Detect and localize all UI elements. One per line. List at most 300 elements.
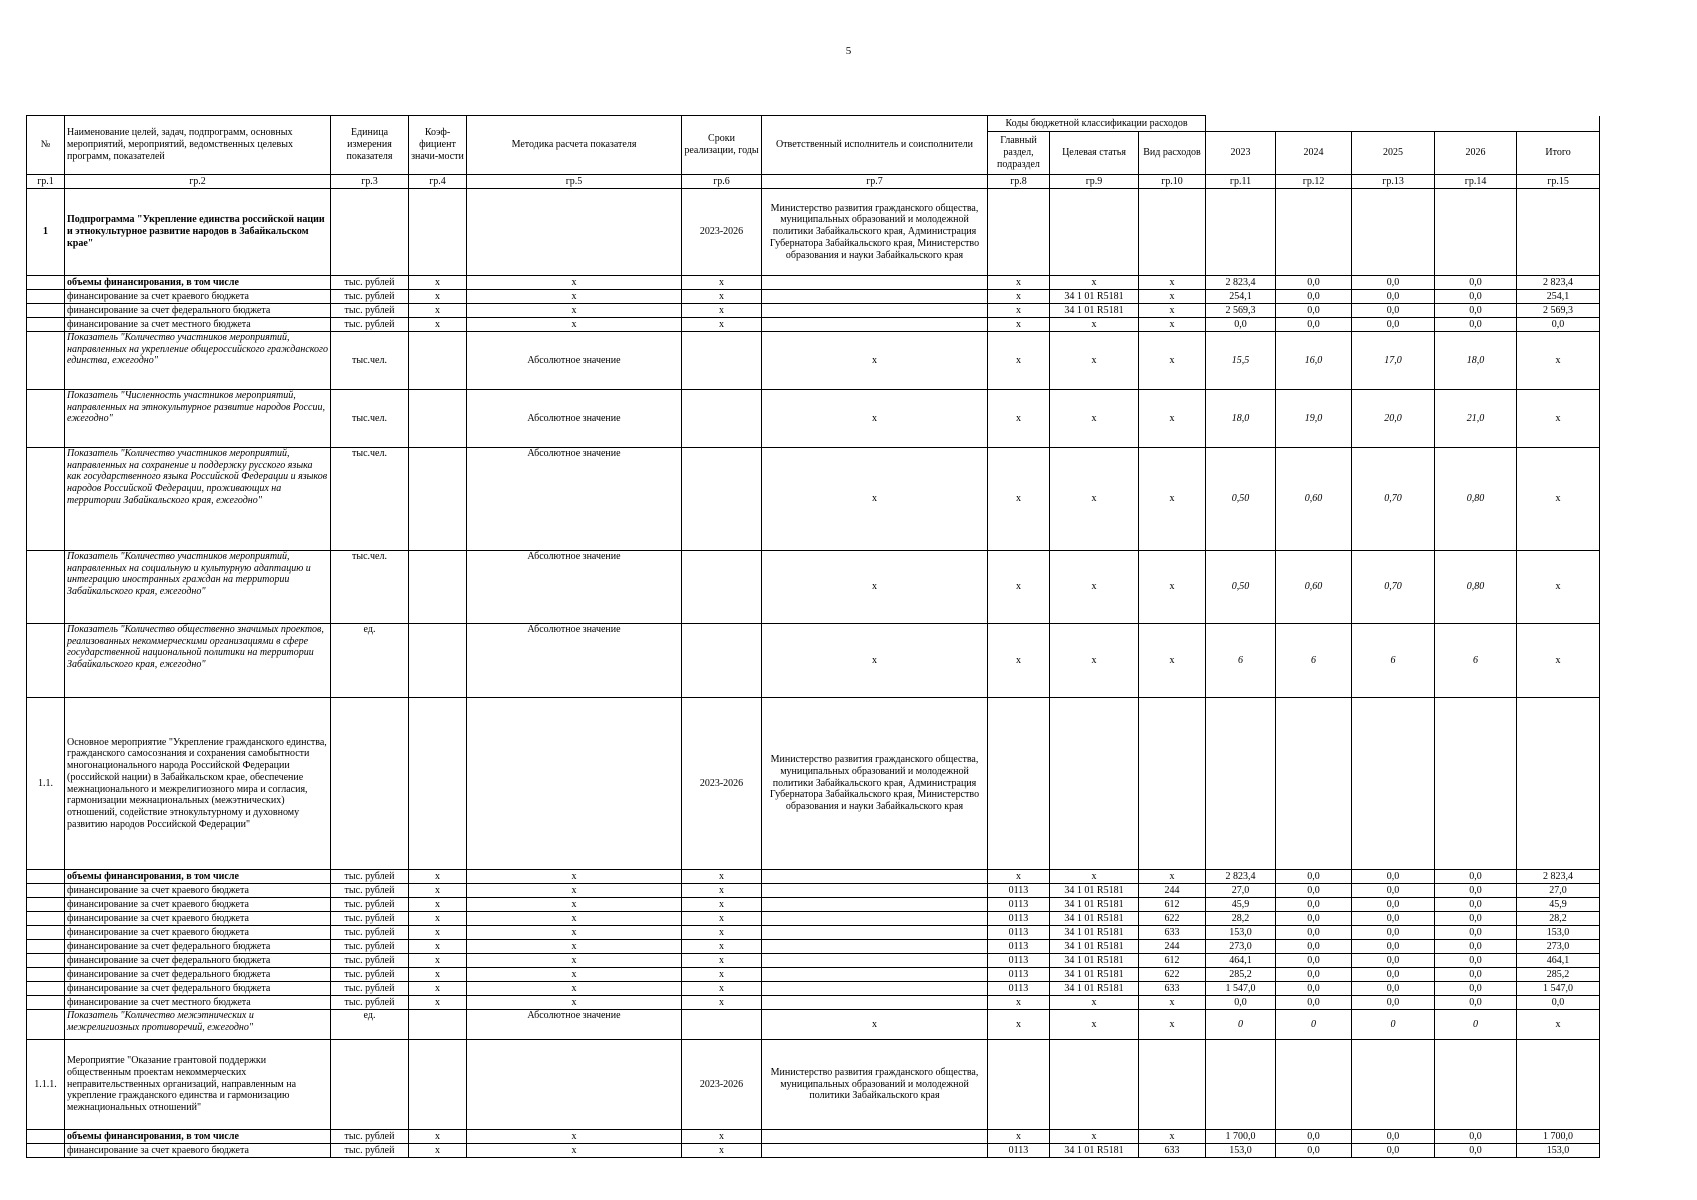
indicator-name: Показатель "Количество участников мероприятий, направленных на социальную и культурную адаптацию и интеграцию иностранных граждан на территории Забайкальского края, ежегодно"	[65, 551, 331, 624]
table-cell: х	[682, 996, 762, 1010]
table-cell: 34 1 01 R5181	[1050, 1144, 1139, 1158]
indicator-code: х	[988, 390, 1050, 448]
table-cell	[762, 304, 988, 318]
column-number: гр.9	[1050, 175, 1139, 189]
table-cell: х	[409, 996, 467, 1010]
table-cell: 34 1 01 R5181	[1050, 884, 1139, 898]
indicator-value: 0	[1276, 1010, 1352, 1040]
table-cell: 34 1 01 R5181	[1050, 982, 1139, 996]
table-cell: х	[467, 318, 682, 332]
table-cell: 28,2	[1206, 912, 1276, 926]
table-cell: х	[1139, 996, 1206, 1010]
table-cell: х	[682, 290, 762, 304]
table-cell: х	[682, 940, 762, 954]
indicator-code: х	[1139, 390, 1206, 448]
table-cell	[762, 870, 988, 884]
indicator-code: х	[1050, 390, 1139, 448]
table-cell: 285,2	[1206, 968, 1276, 982]
table-cell: х	[467, 968, 682, 982]
table-cell: объемы финансирования, в том числе	[65, 1130, 331, 1144]
table-cell: объемы финансирования, в том числе	[65, 276, 331, 290]
empty-cell	[1050, 698, 1139, 870]
column-number: гр.10	[1139, 175, 1206, 189]
indicator-value: 0	[1206, 1010, 1276, 1040]
table-cell: х	[988, 304, 1050, 318]
table-cell	[762, 996, 988, 1010]
empty-cell	[1050, 189, 1139, 276]
table-cell: финансирование за счет краевого бюджета	[65, 1144, 331, 1158]
table-cell: х	[1139, 1130, 1206, 1144]
indicator-method: Абсолютное значение	[467, 551, 682, 624]
table-cell: 2 823,4	[1206, 870, 1276, 884]
table-cell	[762, 954, 988, 968]
table-cell	[762, 926, 988, 940]
table-cell: финансирование за счет федерального бюджета	[65, 982, 331, 996]
table-cell: 633	[1139, 926, 1206, 940]
indicator-row	[27, 1010, 1600, 1040]
table-cell: 0,0	[1435, 1144, 1517, 1158]
table-cell: тыс. рублей	[331, 954, 409, 968]
indicator-row	[27, 551, 1600, 624]
header-method: Методика расчета показателя	[467, 116, 682, 175]
indicator-value: 19,0	[1276, 390, 1352, 448]
table-cell: 0,0	[1435, 898, 1517, 912]
table-cell: х	[682, 898, 762, 912]
table-cell: 0,0	[1435, 996, 1517, 1010]
table-cell	[762, 884, 988, 898]
table-cell: 254,1	[1517, 290, 1600, 304]
indicator-code: х	[1139, 448, 1206, 551]
empty-cell	[988, 189, 1050, 276]
table-cell: х	[988, 290, 1050, 304]
table-cell: х	[409, 954, 467, 968]
table-cell: 0113	[988, 912, 1050, 926]
table-cell: х	[988, 318, 1050, 332]
empty-cell	[27, 551, 65, 624]
table-cell: х	[682, 982, 762, 996]
header-name: Наименование целей, задач, подпрограмм, основных мероприятий, мероприятий, ведомственных целевых программ, показателей	[65, 116, 331, 175]
table-cell: 464,1	[1206, 954, 1276, 968]
table-cell	[27, 304, 65, 318]
indicator-value: 18,0	[1206, 390, 1276, 448]
row-period: 2023-2026	[682, 1040, 762, 1130]
header-target-article: Целевая статья	[1050, 132, 1139, 175]
row-number: 1.1.	[27, 698, 65, 870]
table-cell	[27, 968, 65, 982]
indicator-code: х	[1139, 332, 1206, 390]
table-cell: х	[682, 870, 762, 884]
table-cell: х	[467, 870, 682, 884]
table-cell: 244	[1139, 884, 1206, 898]
table-cell: 0,0	[1435, 276, 1517, 290]
table-cell: 0,0	[1435, 304, 1517, 318]
empty-cell	[1050, 1040, 1139, 1130]
header-blank	[1206, 116, 1600, 132]
table-cell: 0,0	[1206, 996, 1276, 1010]
table-cell: 612	[1139, 898, 1206, 912]
column-number-row	[27, 175, 1600, 189]
row-number: 1.1.1.	[27, 1040, 65, 1130]
table-cell: 612	[1139, 954, 1206, 968]
indicator-responsible: х	[762, 1010, 988, 1040]
table-cell: 0,0	[1276, 968, 1352, 982]
table-cell: 0,0	[1276, 898, 1352, 912]
table-cell	[762, 1144, 988, 1158]
indicator-total: х	[1517, 390, 1600, 448]
indicator-value: 16,0	[1276, 332, 1352, 390]
header-2026: 2026	[1435, 132, 1517, 175]
table-cell	[762, 1130, 988, 1144]
header-unit: Единица измерения показателя	[331, 116, 409, 175]
table-cell: 34 1 01 R5181	[1050, 926, 1139, 940]
table-cell: 153,0	[1206, 1144, 1276, 1158]
table-cell: 153,0	[1517, 1144, 1600, 1158]
indicator-code: х	[988, 448, 1050, 551]
row-period: 2023-2026	[682, 698, 762, 870]
indicator-row	[27, 332, 1600, 390]
table-cell	[27, 884, 65, 898]
empty-cell	[409, 698, 467, 870]
indicator-value: 6	[1276, 624, 1352, 698]
table-cell: финансирование за счет федерального бюджета	[65, 968, 331, 982]
table-cell: финансирование за счет федерального бюджета	[65, 940, 331, 954]
indicator-value: 18,0	[1435, 332, 1517, 390]
table-cell: х	[409, 926, 467, 940]
empty-cell	[1276, 698, 1352, 870]
table-row	[27, 1130, 1600, 1144]
table-cell: 0,0	[1435, 318, 1517, 332]
table-cell: тыс. рублей	[331, 996, 409, 1010]
empty-cell	[409, 1010, 467, 1040]
empty-cell	[27, 390, 65, 448]
empty-cell	[1139, 698, 1206, 870]
indicator-total: х	[1517, 1010, 1600, 1040]
table-cell: х	[1050, 1130, 1139, 1144]
header-2024: 2024	[1276, 132, 1352, 175]
empty-cell	[27, 448, 65, 551]
table-cell	[27, 996, 65, 1010]
table-row	[27, 926, 1600, 940]
table-row	[27, 884, 1600, 898]
indicator-value: 21,0	[1435, 390, 1517, 448]
table-cell: х	[467, 290, 682, 304]
table-cell: 0,0	[1352, 1144, 1435, 1158]
table-cell: 285,2	[1517, 968, 1600, 982]
table-cell: 2 823,4	[1206, 276, 1276, 290]
header-num: №	[27, 116, 65, 175]
table-cell	[762, 968, 988, 982]
table-cell: 0,0	[1276, 304, 1352, 318]
table-cell: х	[1139, 870, 1206, 884]
column-number: гр.15	[1517, 175, 1600, 189]
column-number: гр.6	[682, 175, 762, 189]
table-cell: 2 823,4	[1517, 870, 1600, 884]
empty-cell	[1206, 698, 1276, 870]
empty-cell	[331, 189, 409, 276]
table-cell: х	[988, 276, 1050, 290]
table-cell: 0,0	[1517, 318, 1600, 332]
table-cell: 0113	[988, 926, 1050, 940]
header-responsible: Ответственный исполнитель и соисполнители	[762, 116, 988, 175]
table-cell: х	[682, 926, 762, 940]
indicator-method: Абсолютное значение	[467, 332, 682, 390]
table-cell: х	[467, 996, 682, 1010]
empty-cell	[1517, 189, 1600, 276]
table-cell: х	[409, 304, 467, 318]
table-cell	[27, 1144, 65, 1158]
table-cell: 34 1 01 R5181	[1050, 898, 1139, 912]
indicator-code: х	[1050, 624, 1139, 698]
table-cell: финансирование за счет местного бюджета	[65, 318, 331, 332]
indicator-responsible: х	[762, 624, 988, 698]
indicator-value: 0	[1435, 1010, 1517, 1040]
table-cell: х	[467, 884, 682, 898]
indicator-code: х	[1050, 448, 1139, 551]
row-responsible: Министерство развития гражданского общества, муниципальных образований и молодежной политики Забайкальского края, Администрация Губернатора Забайкальского края, Министерство образования и науки Забайкальского края	[762, 189, 988, 276]
column-number: гр.12	[1276, 175, 1352, 189]
indicator-method: Абсолютное значение	[467, 1010, 682, 1040]
empty-cell	[1206, 189, 1276, 276]
table-cell: 0,0	[1352, 954, 1435, 968]
empty-cell	[331, 698, 409, 870]
table-cell: тыс. рублей	[331, 926, 409, 940]
table-cell: 254,1	[1206, 290, 1276, 304]
table-cell	[762, 982, 988, 996]
empty-cell	[1352, 698, 1435, 870]
table-cell: х	[682, 884, 762, 898]
table-cell: 622	[1139, 912, 1206, 926]
table-cell: х	[1050, 318, 1139, 332]
table-row	[27, 870, 1600, 884]
table-cell: 1 700,0	[1517, 1130, 1600, 1144]
table-cell: 0,0	[1276, 870, 1352, 884]
indicator-value: 0,50	[1206, 448, 1276, 551]
table-cell	[27, 940, 65, 954]
table-cell: 0,0	[1352, 940, 1435, 954]
table-cell: тыс. рублей	[331, 304, 409, 318]
empty-cell	[1435, 698, 1517, 870]
indicator-unit: тыс.чел.	[331, 332, 409, 390]
table-cell: 0,0	[1352, 1130, 1435, 1144]
section-row	[27, 1040, 1600, 1130]
table-cell: х	[467, 276, 682, 290]
table-cell: х	[467, 1130, 682, 1144]
table-cell: 0,0	[1435, 968, 1517, 982]
empty-cell	[682, 624, 762, 698]
indicator-code: х	[1139, 1010, 1206, 1040]
table-cell: тыс. рублей	[331, 940, 409, 954]
table-cell: 0,0	[1206, 318, 1276, 332]
table-cell: х	[409, 982, 467, 996]
empty-cell	[1206, 1040, 1276, 1130]
indicator-row	[27, 624, 1600, 698]
table-cell: 34 1 01 R5181	[1050, 912, 1139, 926]
page-number: 5	[845, 45, 852, 57]
table-row	[27, 954, 1600, 968]
table-cell: х	[682, 276, 762, 290]
column-number: гр.3	[331, 175, 409, 189]
table-cell: 45,9	[1206, 898, 1276, 912]
indicator-responsible: х	[762, 390, 988, 448]
table-cell: 0,0	[1352, 912, 1435, 926]
table-cell: 244	[1139, 940, 1206, 954]
table-cell: х	[988, 1130, 1050, 1144]
empty-cell	[409, 624, 467, 698]
table-cell: х	[409, 318, 467, 332]
header-coef: Коэф-фициент значи-мости	[409, 116, 467, 175]
table-cell: 0,0	[1276, 276, 1352, 290]
empty-cell	[27, 624, 65, 698]
empty-cell	[27, 332, 65, 390]
table-row	[27, 912, 1600, 926]
table-cell: тыс. рублей	[331, 290, 409, 304]
empty-cell	[1435, 1040, 1517, 1130]
table-cell	[27, 912, 65, 926]
table-cell	[27, 870, 65, 884]
column-number: гр.7	[762, 175, 988, 189]
header-2023: 2023	[1206, 132, 1276, 175]
empty-cell	[1139, 189, 1206, 276]
table-row	[27, 276, 1600, 290]
table-cell	[762, 290, 988, 304]
row-title: Основное мероприятие "Укрепление гражданского единства, гражданского самосознания и сохранения самобытности многонационального народа Российской Федерации (российской нации) в Забайкальском крае, обеспечение межнационального и межрелигиозного мира и согласия, гармонизации межнациональных (межэтнических) отношений, содействие этнокультурному и духовному развитию народов Российской Федерации"	[65, 698, 331, 870]
indicator-code: х	[1050, 1010, 1139, 1040]
table-cell: тыс. рублей	[331, 1144, 409, 1158]
indicator-unit: тыс.чел.	[331, 390, 409, 448]
table-row	[27, 982, 1600, 996]
table-cell	[27, 926, 65, 940]
table-cell: х	[682, 1130, 762, 1144]
table-cell: х	[1139, 290, 1206, 304]
table-cell: 0113	[988, 1144, 1050, 1158]
table-cell: 633	[1139, 1144, 1206, 1158]
table-cell: 2 569,3	[1206, 304, 1276, 318]
empty-cell	[1517, 1040, 1600, 1130]
column-number: гр.11	[1206, 175, 1276, 189]
table-cell	[27, 276, 65, 290]
empty-cell	[1352, 1040, 1435, 1130]
table-cell: финансирование за счет краевого бюджета	[65, 912, 331, 926]
column-number: гр.14	[1435, 175, 1517, 189]
table-cell: 0,0	[1276, 926, 1352, 940]
indicator-value: 15,5	[1206, 332, 1276, 390]
header-row-1	[27, 116, 1600, 132]
empty-cell	[467, 189, 682, 276]
table-cell: тыс. рублей	[331, 276, 409, 290]
indicator-name: Показатель "Количество участников мероприятий, направленных на сохранение и поддержку русского языка как государственного языка Российской Федерации и языков народов Российской Федерации, проживающих на территории Забайкальского края, ежегодно"	[65, 448, 331, 551]
table-cell	[27, 318, 65, 332]
empty-cell	[409, 551, 467, 624]
table-cell: 0,0	[1276, 996, 1352, 1010]
table-cell: тыс. рублей	[331, 982, 409, 996]
empty-cell	[988, 1040, 1050, 1130]
empty-cell	[682, 448, 762, 551]
table-cell	[762, 318, 988, 332]
indicator-value: 0,80	[1435, 551, 1517, 624]
table-cell: 0,0	[1435, 940, 1517, 954]
empty-cell	[409, 1040, 467, 1130]
table-cell: 153,0	[1206, 926, 1276, 940]
row-number: 1	[27, 189, 65, 276]
indicator-code: х	[1139, 551, 1206, 624]
empty-cell	[682, 1010, 762, 1040]
table-cell: х	[1050, 996, 1139, 1010]
table-cell: финансирование за счет краевого бюджета	[65, 884, 331, 898]
table-cell: финансирование за счет краевого бюджета	[65, 926, 331, 940]
indicator-code: х	[988, 551, 1050, 624]
table-cell: 0,0	[1435, 982, 1517, 996]
table-row	[27, 304, 1600, 318]
table-cell: 0,0	[1352, 996, 1435, 1010]
table-row	[27, 940, 1600, 954]
table-cell: 28,2	[1517, 912, 1600, 926]
table-cell: 2 569,3	[1517, 304, 1600, 318]
table-cell: 633	[1139, 982, 1206, 996]
table-cell: х	[409, 912, 467, 926]
table-cell: 0,0	[1352, 870, 1435, 884]
indicator-value: 6	[1352, 624, 1435, 698]
indicator-value: 0,70	[1352, 448, 1435, 551]
header-2025: 2025	[1352, 132, 1435, 175]
empty-cell	[1276, 189, 1352, 276]
row-title: Мероприятие "Оказание грантовой поддержки общественным проектам некоммерческих неправительственных организаций, направленным на укрепление гражданского единства и гармонизацию межнациональных отношений"	[65, 1040, 331, 1130]
indicator-name: Показатель "Численность участников мероприятий, направленных на этнокультурное развитие народов России, ежегодно"	[65, 390, 331, 448]
table-cell: финансирование за счет краевого бюджета	[65, 290, 331, 304]
row-period: 2023-2026	[682, 189, 762, 276]
table-cell	[27, 982, 65, 996]
table-cell: финансирование за счет федерального бюджета	[65, 954, 331, 968]
table-cell: 1 547,0	[1206, 982, 1276, 996]
table-cell: х	[1139, 276, 1206, 290]
table-cell: х	[467, 898, 682, 912]
table-cell: 0,0	[1276, 884, 1352, 898]
row-title: Подпрограмма "Укрепление единства российской нации и этнокультурное развитие народов в Забайкальском крае"	[65, 189, 331, 276]
table-cell: 0,0	[1352, 898, 1435, 912]
indicator-code: х	[988, 332, 1050, 390]
table-cell: х	[409, 940, 467, 954]
indicator-responsible: х	[762, 332, 988, 390]
table-cell	[27, 954, 65, 968]
indicator-name: Показатель "Количество межэтнических и межрелигиозных противоречий, ежегодно"	[65, 1010, 331, 1040]
empty-cell	[409, 448, 467, 551]
table-cell: 0,0	[1352, 304, 1435, 318]
column-number: гр.2	[65, 175, 331, 189]
table-cell: 0,0	[1276, 940, 1352, 954]
column-number: гр.5	[467, 175, 682, 189]
table-cell: 0,0	[1352, 982, 1435, 996]
empty-cell	[467, 698, 682, 870]
empty-cell	[331, 1040, 409, 1130]
table-cell: 0,0	[1435, 290, 1517, 304]
empty-cell	[682, 390, 762, 448]
table-cell: 0,0	[1276, 1130, 1352, 1144]
indicator-total: х	[1517, 551, 1600, 624]
table-cell: х	[467, 912, 682, 926]
indicator-responsible: х	[762, 551, 988, 624]
table-cell: 34 1 01 R5181	[1050, 304, 1139, 318]
table-cell: х	[682, 1144, 762, 1158]
table-cell: тыс. рублей	[331, 1130, 409, 1144]
table-cell: финансирование за счет федерального бюджета	[65, 304, 331, 318]
table-cell: финансирование за счет местного бюджета	[65, 996, 331, 1010]
section-row	[27, 698, 1600, 870]
indicator-value: 0,60	[1276, 448, 1352, 551]
table-cell: тыс. рублей	[331, 318, 409, 332]
table-cell: х	[409, 898, 467, 912]
table-cell: 0,0	[1352, 290, 1435, 304]
table-cell: 0,0	[1276, 982, 1352, 996]
table-cell: 1 547,0	[1517, 982, 1600, 996]
